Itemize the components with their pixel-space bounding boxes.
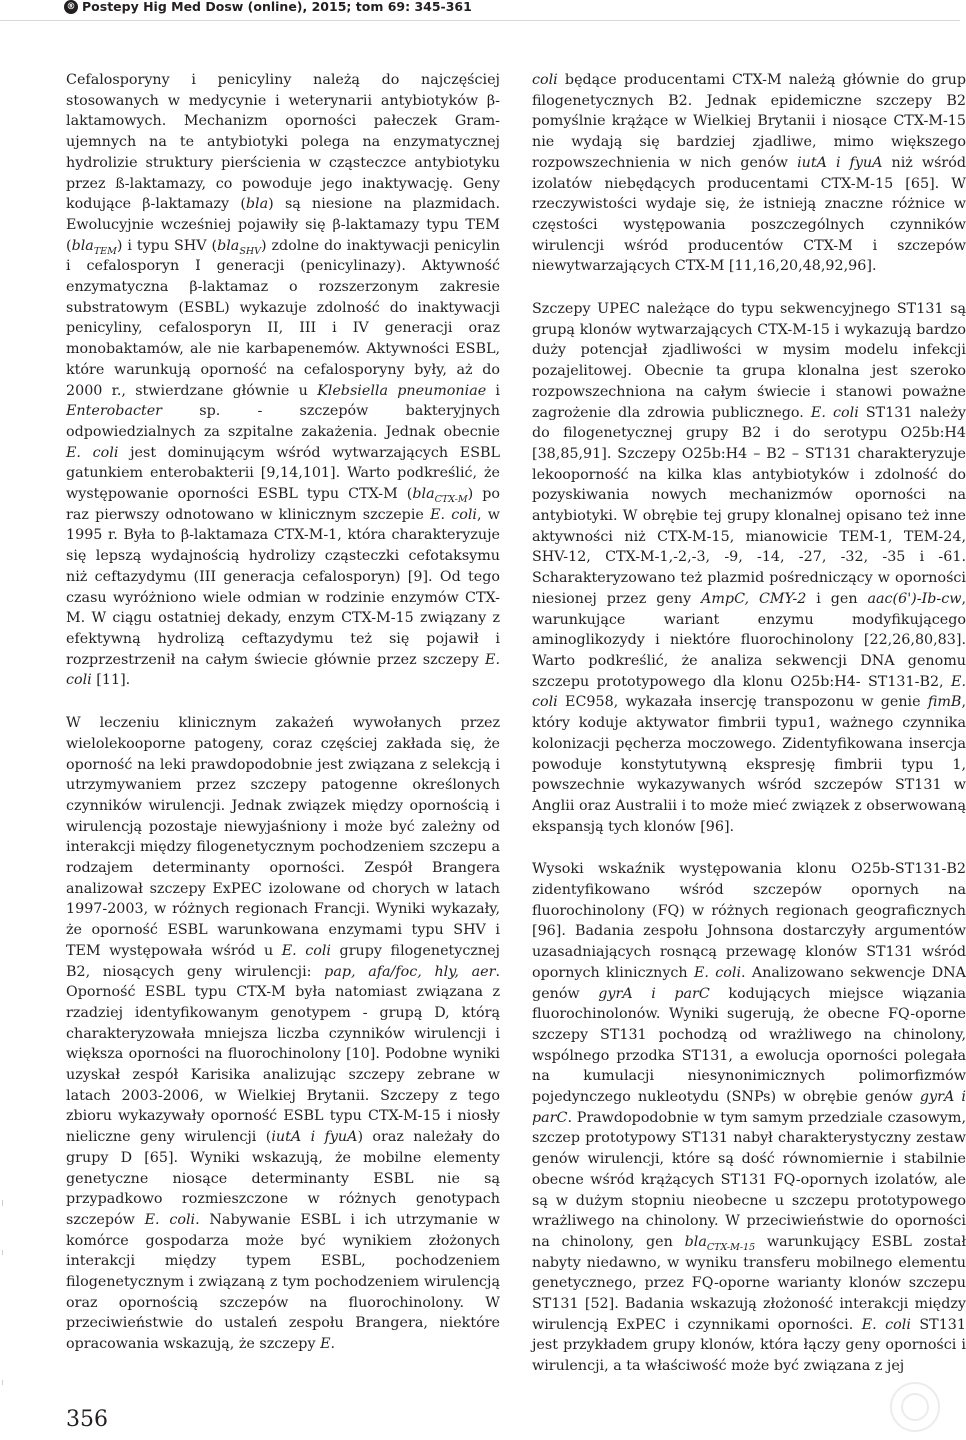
left-column [66, 70, 500, 1377]
body-paragraph: coli będące producentami CTX-M należą głównie do grup filogenetycznych B2. Jednak epidemiczne szczepy B2 pomyślnie krążące w Wielkiej Brytanii i niosące CTX-M-15 nie wydają się bardziej zjadliwe, mimo większego rozpowszechnienia w nich genów iutA i fyuA niż wśród izolatów niebędących producentami CTX-M-15 [65]. W rzeczywistości wydaje się, że istnieją znaczne różnice w częstości występowania poszczególnych czynników wirulencji wśród producentów CTX-M i szczepów niewytwarzających CTX-M [11,16,20,48,92,96]. [532, 72, 966, 275]
right-column [532, 70, 966, 1399]
body-paragraph: W leczeniu klinicznym zakażeń wywołanych przez wielolekooporne patogeny, coraz częściej zakłada się, że oporność na leki prawdopodobnie jest związana z selekcją i utrzymywaniem przez szczepy patogenne określonych czynników wirulencji. Jednak związek między opornością i wirulencją pozostaje niewyjaśniony i może być zależny od interakcji między filogenetycznym pochodzeniem szczepu a rodzajem determinanty oporności. Zespół Brangera analizował szczepy ExPEC izolowane od chorych w latach 1997-2003, w różnych regionach Francji. Wyniki wykazały, że oporność ESBL warunkowana enzymami typu SHV i TEM występowała wśród u E. coli grupy filogenetycznej B2, niosących geny wirulencji: pap, afa/foc, hly, aer. Oporność ESBL typu CTX-M była natomiast związana z rzadziej identyfikowanym genotypem - grupą D, którą charakteryzowała mniejsza liczba czynników wirulencji i większa oporności na fluorochinolony [10]. Podobne wyniki uzyskał zespół Karisika analizując szczepy zebrane w latach 2003-2006, w Wielkiej Brytanii. Szczepy z tego zbioru wykazywały oporność ESBL typu CTX-M-15 i niosły nieliczne geny wirulencji (iutA i fyuA) oraz należały do grupy D [65]. Wyniki wskazują, że mobilne elementy genetyczne niosące determinanty ESBL nie są przypadkowo rozmieszczone w różnych genotypach szczepów E. coli. Nabywanie ESBL i ich utrzymanie w komórce gospodarza może być wynikiem złożonych interakcji między typem ESBL, pochodzeniem filogenetycznym i związaną z tym pochodzeniem wirulencją oraz opornością szczepów na fluorochinolony. W przeciwieństwie do ustaleń zespołu Brangera, niektóre opracowania wskazują, że szczepy E. [66, 715, 501, 1353]
page-number: 356 [66, 1407, 108, 1432]
margin-mark [2, 1250, 3, 1255]
body-paragraph: Szczepy UPEC należące do typu sekwencyjnego ST131 są grupą klonów wytwarzających CTX-M-15 i wykazują bardzo duży potencjał zjadliwości w mysim modelu infekcji pozajelitowej. Obecnie ta grupa klonalna jest szeroko rozpowszechniona na całym świecie i stanowi poważne zagrożenie dla zdrowia publicznego. E. coli ST131 należy do filogenetycznej grupy B2 i do serotypu O25b:H4 [38,85,91]. Szczepy O25b:H4 – B2 – ST131 charakteryzuje lekooporność na kilka klas antybiotyków i zdolność do pozyskiwania nowych mechanizmów oporności na antybiotyki. W obrębie tej grupy klonalnej opisano też inne aktywności niż CTX-M-15, mianowicie TEM-1, TEM-24, SHV-12, CTX-M-1,-2,-3, -9, -14, -27, -32, -35 i -61. Scharakteryzowano też plazmid pośredniczący w oporności niesionej przez geny AmpC, CMY-2 i gen aac(6')-Ib-cw, warunkujące wariant enzymu modyfikującego aminoglikozydy i niektóre fluorochinolony [22,26,80,83]. Warto podkreślić, że analiza sekwencji DNA genomu szczepu prototypowego dla klonu O25b:H4- ST131-B2, E. coli EC958, wykazała insercję transpozonu w genie fimB, który koduje aktywator fimbrii typu1, ważnego czynnika kolonizacji pęcherza moczowego. Zidentyfikowana insercja powoduje konstytutywną ekspresję fimbrii typu 1, powszechnie wykazywanych wśród szczepów ST131 w Anglii oraz Australii i to może mieć związek z obserwowaną ekspansją tych klonów [96]. [532, 301, 966, 835]
running-head [0, 0, 960, 22]
body-paragraph: Cefalosporyny i penicyliny należą do najczęściej stosowanych w medycynie i weterynarii antybiotyków β-laktamowych. Mechanizm oporności pałeczek Gram-ujemnych na te antybiotyki polega na enzymatycznej hydrolizie struktury pierścienia w cząsteczce antybiotyku przez ß-laktamazy, co powoduje jego inaktywację. Geny kodujące β-laktamazy (bla) są niesione na plazmidach. Ewolucyjnie wcześniej pojawiły się β-laktamazy typu TEM (bla$_{TEM}$) i typu SHV (bla$_{SHV}$) zdolne do inaktywacji penicylin i cefalosporyn I generacji (penicylinazy). Aktywność enzymatyczna β-laktamaz o rozszerzonym zakresie substratowym (ESBL) wykazuje zdolność do inaktywacji penicyliny, cefalosporyn II, III i IV generacji oraz monobaktamów, ale nie karbapenemów. Aktywności ESBL, które warunkują oporność na cefalosporyny były, aż do 2000 r., stwierdzane głównie u Klebsiella pneumoniae i Enterobacter sp. - szczepów bakteryjnych odpowiedzialnych za szpitalne zakażenia. Jednak obecnie E. coli jest dominującym wśród wytwarzających ESBL gatunkiem enterobakterii [9,14,101]. Warto podkreślić, że występowanie oporności ESBL typu CTX-M (bla$_{CTX-M}$) po raz pierwszy odnotowano w klinicznym szczepie E. coli, w 1995 r. Była to β-laktamaza CTX-M-1, która charakteryzuje się lepszą wydajnością hydrolizy cząsteczki cefotaksymu niż ceftazydymu (III generacja cefalosporyn) [9]. Od tego czasu wyróżniono wiele odmian w rodzinie enzymów CTX-M. W ciągu ostatniej dekady, enzym CTX-M-15 związany z efektywną hydrolizą ceftazydymu też się pojawił i rozprzestrzenił na całym świecie głównie przez szczepy E. coli [11]. [66, 72, 501, 689]
journal-citation: Postepy Hig Med Dosw (online), 2015; tom 69: 345-361 [82, 0, 472, 14]
journal-logo-icon: ® [64, 0, 78, 14]
margin-mark [2, 1200, 3, 1206]
margin-mark [2, 1380, 3, 1385]
publisher-watermark-icon [890, 1382, 940, 1432]
header-rule [0, 20, 960, 21]
body-paragraph: Wysoki wskaźnik występowania klonu O25b-ST131-B2 zidentyfikowano wśród szczepów opornych na fluorochinolony (FQ) w różnych regionach geograficznych [96]. Badania zespołu Johnsona dostarczyły argumentów uzasadniających rosnącą przewagę klonów ST131 wśród opornych klinicznych E. coli. Analizowano sekwencje DNA genów gyrA i parC kodujących miejsce wiązania fluorochinolonów. Wyniki sugerują, że obecne FQ-oporne szczepy ST131 pochodzą od wrażliwego na chinolony, wspólnego przodka ST131, a ewolucja oporności polegała na kumulacji niesynonimicznych polimorfizmów pojedynczego nukleotydu (SNPs) w obrębie genów gyrA i parC. Prawdopodobnie w tym samym przedziale czasowym, szczep prototypowy ST131 nabył charakterystyczny zestaw genów wirulencji, które są dość równomiernie i stabilnie obecne wśród krążących ST131 FQ-opornych izolatów, ale są w dużym stopniu nieobecne u szczepu prototypowego wrażliwego na chinolony. W przeciwieństwie do oporności na chinolony, gen bla$_{CTX-M-15}$ warunkujący ESBL został nabyty niedawno, w wyniku transferu mobilnego elementu genetycznego, przez FQ-oporne warianty klonów szczepu ST131 [52]. Badania wskazują złożoność interakcji między wirulencją ExPEC i czynnikami oporności. E. coli ST131 jest przykładem grupy klonów, która łączy geny oporności i wirulencji, a ta właściwość może być związana z jej [532, 861, 966, 1375]
